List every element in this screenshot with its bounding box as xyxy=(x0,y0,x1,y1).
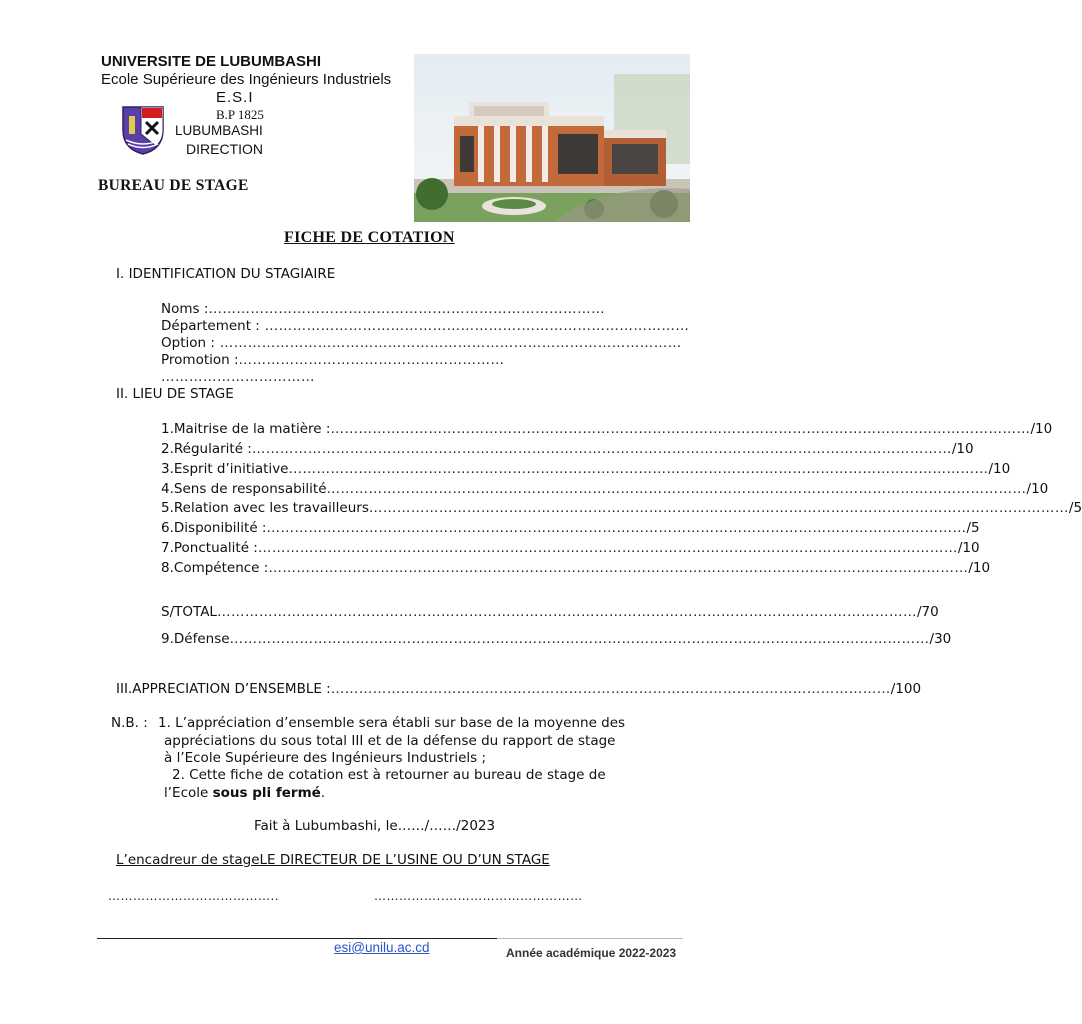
leader-dots: …………………………………………………………………………………………………………………………………… xyxy=(216,604,917,620)
building-image xyxy=(414,54,690,222)
criterion-row xyxy=(161,461,1011,477)
criterion-score: /10 xyxy=(1026,481,1049,497)
subtotal-score: /70 xyxy=(916,604,939,620)
signature-right-dots[interactable]: ……………..…………………………… xyxy=(374,889,583,903)
leader-dots: …………………………………………………………………………………………………………………………………… xyxy=(251,441,952,457)
criterion-score: /10 xyxy=(951,441,974,457)
leader-dots: …………………………………………………………………………………………………………………………………… xyxy=(257,540,958,556)
nb-line5 xyxy=(164,785,325,801)
academic-year: Année académique 2022-2023 xyxy=(506,946,677,960)
criterion-number: 1. xyxy=(161,421,174,437)
field-departement[interactable] xyxy=(161,318,690,334)
postal-box: B.P 1825 xyxy=(216,107,264,122)
criterion-score: /10 xyxy=(957,540,980,556)
leader-dots: …………………………………………………………………………………………………………………………………… xyxy=(326,481,1027,497)
leader-dots: …………………………………………………………………………………………………………………………………… xyxy=(288,461,989,477)
school-acronym: E.S.I xyxy=(216,89,254,106)
criterion-row xyxy=(161,560,991,576)
footer-rule xyxy=(97,938,497,939)
university-name: UNIVERSITE DE LUBUMBASHI xyxy=(101,53,322,70)
criterion-number: 2. xyxy=(161,441,174,457)
bureau-de-stage: BUREAU DE STAGE xyxy=(98,177,249,194)
appreciation-label: APPRECIATION D’ENSEMBLE : xyxy=(132,681,331,697)
university-logo xyxy=(120,104,166,156)
criterion-row xyxy=(161,481,1049,497)
criterion-number: 5. xyxy=(161,500,174,516)
criterion-number: 4. xyxy=(161,481,174,497)
nb-line4: 2. Cette fiche de cotation est à retourner au bureau de stage de xyxy=(172,767,606,783)
criterion-label: Ponctualité : xyxy=(173,540,258,556)
criterion-score: /5 xyxy=(1068,500,1082,516)
criterion-label: Maitrise de la matière : xyxy=(173,421,331,437)
criterion-number: 3. xyxy=(161,461,174,477)
leader-dots: …………………………………………………………………………………………………………………………………… xyxy=(266,520,967,536)
field-dots: ………………………………………….……………………………… xyxy=(208,301,606,317)
defense-label: Défense xyxy=(173,631,230,647)
criterion-number: 7. xyxy=(161,540,174,556)
appreciation-score: /100 xyxy=(890,681,922,697)
field-noms[interactable] xyxy=(161,301,675,317)
criterion-row xyxy=(161,421,1053,437)
leader-dots: …………………………………………………………………………………………………………………………………… xyxy=(229,631,930,647)
criterion-row xyxy=(161,441,974,457)
criterion-label: Relation avec les travailleurs xyxy=(173,500,369,516)
criterion-number: 6. xyxy=(161,520,174,536)
criterion-label: Régularité : xyxy=(173,441,252,457)
field-option[interactable] xyxy=(161,335,682,351)
section-lieu-heading: II. LIEU DE STAGE xyxy=(116,386,234,402)
school-name: Ecole Supérieure des Ingénieurs Industriels xyxy=(101,71,392,88)
footer-rule-light xyxy=(497,938,683,939)
leader-dots: …………………………………………………………………………………………………………………………………… xyxy=(368,500,1069,516)
criterion-score: /5 xyxy=(966,520,980,536)
subtotal-label: S/TOTAL xyxy=(161,604,217,620)
leader-dots: ………………………………………………………………………………………………………… xyxy=(330,681,891,697)
field-dots: ……………………………………………….……………………………… xyxy=(259,318,690,334)
criterion-score: /10 xyxy=(968,560,991,576)
criterion-row xyxy=(161,500,1082,516)
city: LUBUMBASHI xyxy=(175,123,263,138)
email-link[interactable]: esi@unilu.ac.cd xyxy=(334,940,430,955)
field-promotion[interactable] xyxy=(161,352,531,368)
criterion-label: Esprit d’initiative xyxy=(173,461,289,477)
field-dots: ………………………………………………… xyxy=(238,352,505,368)
nb-emphasis: sous pli fermé xyxy=(212,785,321,801)
criterion-row xyxy=(161,520,980,536)
criterion-score: /10 xyxy=(988,461,1011,477)
form-title: FICHE DE COTATION xyxy=(284,229,455,246)
field-label: Option : xyxy=(161,335,215,351)
leader-dots: …………………………………………………………………………………………………………………………………… xyxy=(330,421,1031,437)
nb-line2: appréciations du sous total III et de la défense du rapport de stage xyxy=(164,733,616,749)
subtotal-row xyxy=(161,604,939,620)
criterion-label: Sens de responsabilité xyxy=(173,481,327,497)
nb-line1: 1. L’appréciation d’ensemble sera établi sur base de la moyenne des xyxy=(158,715,626,731)
date-line: Fait à Lubumbashi, le……/……/2023 xyxy=(254,818,496,834)
defense-number: 9. xyxy=(161,631,174,647)
criterion-score: /10 xyxy=(1030,421,1053,437)
section-identification-heading: I. IDENTIFICATION DU STAGIAIRE xyxy=(116,266,336,282)
field-dots: ……………………………………………………………………………………… xyxy=(214,335,682,351)
nb-line3: à l’Ecole Supérieure des Ingénieurs Industriels ; xyxy=(164,750,487,766)
leader-dots: …………………………………………………………………………………………………………………………………… xyxy=(268,560,969,576)
criterion-label: Compétence : xyxy=(173,560,269,576)
criterion-row xyxy=(161,540,980,556)
defense-row xyxy=(161,631,952,647)
nb-prefix: N.B. : xyxy=(111,715,148,731)
criterion-number: 8. xyxy=(161,560,174,576)
appreciation-number: III. xyxy=(116,681,133,697)
field-promotion-continuation: …………………………… xyxy=(161,369,315,385)
signature-left-dots[interactable]: ………………………………….. xyxy=(108,889,280,903)
defense-score: /30 xyxy=(929,631,952,647)
nb-line5-text: l’Ecole xyxy=(164,785,213,801)
criterion-label: Disponibilité : xyxy=(173,520,267,536)
field-label: Promotion : xyxy=(161,352,239,368)
nb-line5-end: . xyxy=(320,785,326,801)
field-label: Département : xyxy=(161,318,260,334)
field-label: Noms : xyxy=(161,301,209,317)
signatures-line: L’encadreur de stageLE DIRECTEUR DE L’USINE OU D’UN STAGE xyxy=(116,852,550,868)
direction-label: DIRECTION xyxy=(186,141,263,157)
appreciation-row xyxy=(116,681,922,697)
